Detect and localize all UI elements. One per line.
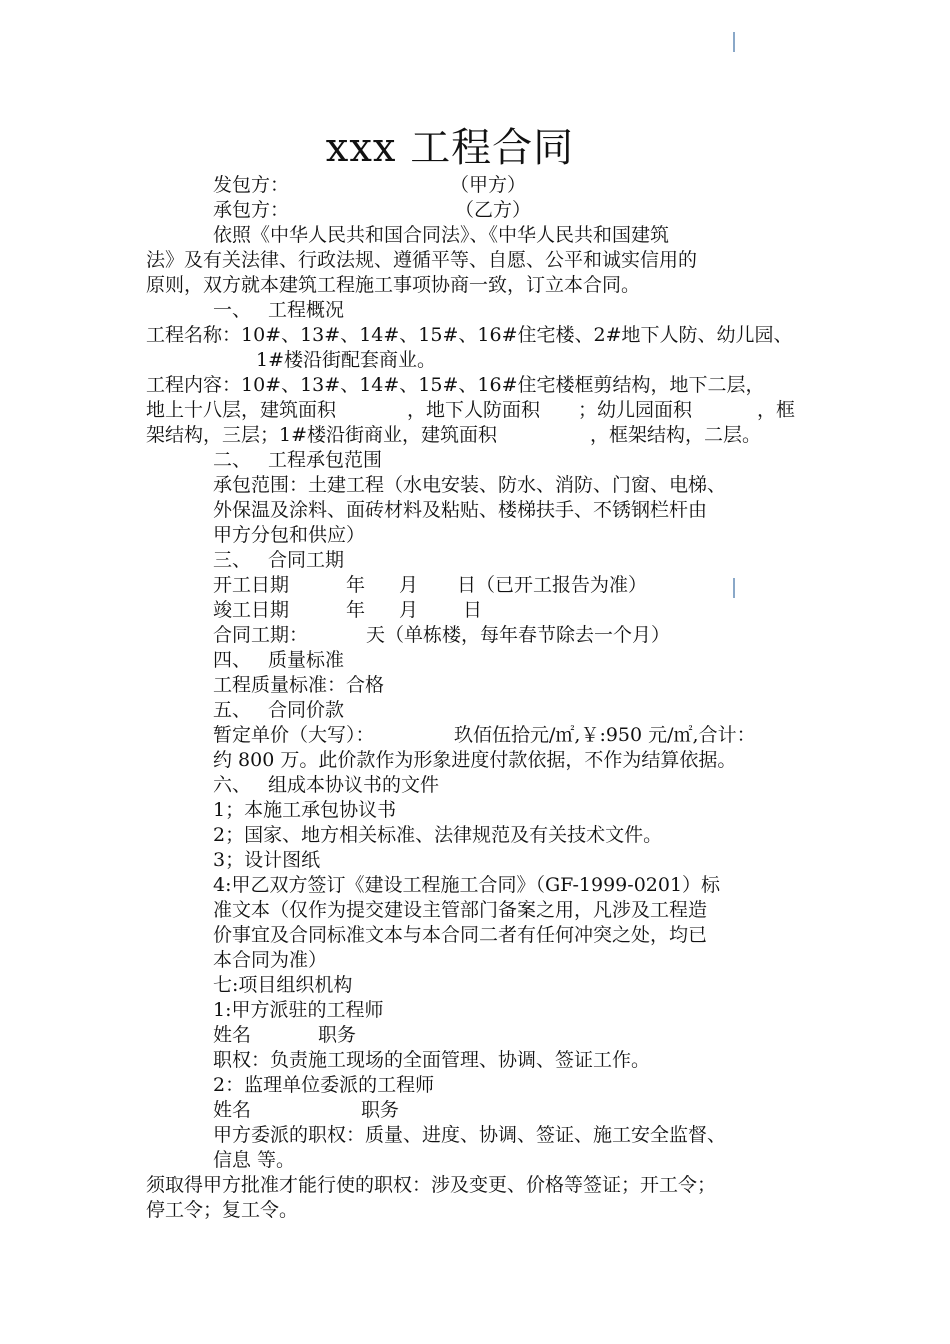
text-segment: 五、	[213, 699, 252, 721]
text-segment: 准文本（仅作为提交建设主管部门备案之用，凡涉及工程造	[213, 899, 708, 921]
text-segment: 七:项目组织机构	[213, 974, 353, 996]
text-segment: 1#楼沿街配套商业。	[256, 349, 437, 371]
text-segment: 甲方委派的职权：质量、进度、协调、签证、施工安全监督、	[213, 1124, 727, 1146]
text-segment: 原则，双方就本建筑工程施工事项协商一致，订立本合同。	[146, 274, 641, 296]
text-segment: 4:甲乙双方签订《建设工程施工合同》（GF-1999-0201）标	[213, 874, 721, 896]
text-segment: 月	[399, 574, 419, 596]
text-segment: 天（单栋楼，每年春节除去一个月）	[366, 624, 671, 646]
text-segment: ；幼儿园面积	[578, 399, 693, 421]
text-segment: 组成本协议书的文件	[268, 774, 440, 796]
text-segment: 职务	[318, 1024, 357, 1046]
text-cursor-mark	[733, 578, 735, 598]
text-segment: 1:甲方派驻的工程师	[213, 999, 384, 1021]
text-segment: 暂定单价（大写）：	[213, 724, 375, 746]
text-cursor-mark	[733, 32, 735, 52]
text-segment: 日	[463, 599, 483, 621]
text-segment: ，框	[757, 399, 796, 421]
text-segment: 工程概况	[268, 299, 345, 321]
text-segment: ，地下人防面积	[407, 399, 541, 421]
text-segment: ，框架结构，二层。	[590, 424, 762, 446]
text-segment: 架结构，三层；1#楼沿街商业，建筑面积	[146, 424, 498, 446]
text-segment: 甲方分包和供应）	[213, 524, 366, 546]
text-segment: 发包方：	[213, 174, 290, 196]
text-segment: 竣工日期	[213, 599, 290, 621]
text-segment: 本合同为准）	[213, 949, 328, 971]
text-segment: 停工令；复工令。	[146, 1199, 299, 1221]
text-segment: 质量标准	[268, 649, 345, 671]
text-segment: 2；国家、地方相关标准、法律规范及有关技术文件。	[213, 824, 663, 846]
text-segment: 承包方：	[213, 199, 290, 221]
text-segment: 价事宜及合同标准文本与本合同二者有任何冲突之处，均已	[213, 924, 708, 946]
text-segment: （乙方）	[455, 199, 532, 221]
text-segment: 3；设计图纸	[213, 849, 321, 871]
text-segment: 年	[346, 574, 366, 596]
text-segment: 信息 等。	[213, 1149, 296, 1171]
text-segment: 职务	[361, 1099, 400, 1121]
text-segment: 年	[346, 599, 366, 621]
text-segment: 工程内容：10#、13#、14#、15#、16#住宅楼框剪结构，地下二层，	[146, 374, 765, 396]
text-segment: 职权：负责施工现场的全面管理、协调、签证工作。	[213, 1049, 651, 1071]
text-segment: 一、	[213, 299, 252, 321]
text-segment: （甲方）	[450, 174, 527, 196]
text-segment: 1；本施工承包协议书	[213, 799, 397, 821]
text-segment: 工程承包范围	[268, 449, 383, 471]
document-title: xxx 工程合同	[325, 125, 575, 171]
text-segment: 四、	[213, 649, 252, 671]
text-segment: 六、	[213, 774, 252, 796]
text-segment: 三、	[213, 549, 252, 571]
text-segment: 外保温及涂料、面砖材料及粘贴、楼梯扶手、不锈钢栏杆由	[213, 499, 708, 521]
text-segment: 合同价款	[268, 699, 345, 721]
text-segment: 姓名	[213, 1024, 252, 1046]
text-segment: 姓名	[213, 1099, 252, 1121]
text-segment: 依照《中华人民共和国合同法》、《中华人民共和国建筑	[213, 224, 670, 246]
text-segment: 开工日期	[213, 574, 290, 596]
text-segment: 工程质量标准：合格	[213, 674, 385, 696]
text-segment: 玖佰伍拾元/㎡,￥:950 元/㎡,合计：	[454, 724, 756, 746]
text-segment: 地上十八层，建筑面积	[146, 399, 337, 421]
text-segment: 日（已开工报告为准）	[457, 574, 648, 596]
text-segment: 法》及有关法律、行政法规、遵循平等、自愿、公平和诚实信用的	[146, 249, 698, 271]
text-segment: 2：监理单位委派的工程师	[213, 1074, 435, 1096]
text-segment: 约 800 万。此价款作为形象进度付款依据，不作为结算依据。	[213, 749, 737, 771]
text-segment: 承包范围：土建工程（水电安装、防水、消防、门窗、电梯、	[213, 474, 727, 496]
text-segment: 工程名称：10#、13#、14#、15#、16#住宅楼、2#地下人防、幼儿园、	[146, 324, 793, 346]
text-segment: 合同工期	[268, 549, 345, 571]
text-segment: 月	[399, 599, 419, 621]
text-segment: 合同工期：	[213, 624, 309, 646]
text-segment: 须取得甲方批准才能行使的职权：涉及变更、价格等签证；开工令；	[146, 1174, 717, 1196]
text-segment: 二、	[213, 449, 252, 471]
